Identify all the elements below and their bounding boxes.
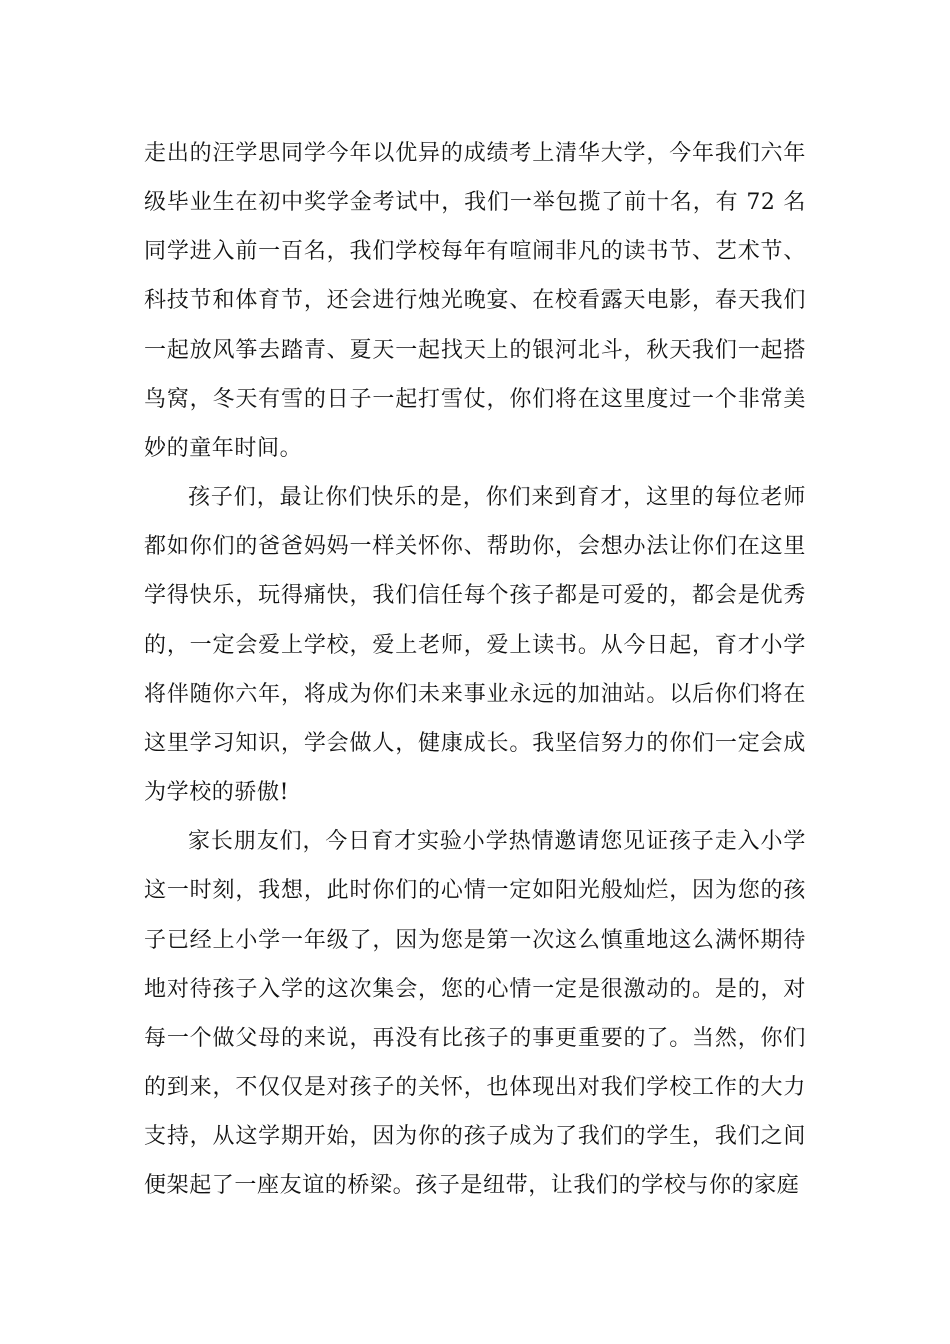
paragraph-3: 家长朋友们，今日育才实验小学热情邀请您见证孩子走入小学这一时刻，我想，此时你们的心情一定如阳光般灿烂，因为您的孩子已经上小学一年级了，因为您是第一次这么慎重地这么满怀期待地对待孩子入学的这次集会，您的心情一定是很激动的。是的，对每一个做父母的来说，再没有比孩子的事更重要的了。当然，你们的到来，不仅仅是对孩子的关怀，也体现出对我们学校工作的大力支持，从这学期开始，因为你的孩子成为了我们的学生，我们之间便架起了一座友谊的桥梁。孩子是纽带，让我们的学校与你的家庭 [144, 829, 806, 1199]
paragraph-2: 孩子们，最让你们快乐的是，你们来到育才，这里的每位老师都如你们的爸爸妈妈一样关怀你、帮助你，会想办法让你们在这里学得快乐，玩得痛快，我们信任每个孩子都是可爱的，都会是优秀的，一定会爱上学校，爱上老师，爱上读书。从今日起，育才小学将伴随你六年，将成为你们未来事业永远的加油站。以后你们将在这里学习知识，学会做人，健康成长。我坚信努力的你们一定会成为学校的骄傲! [144, 485, 806, 806]
document-body [144, 129, 806, 1210]
paragraph-1: 走出的汪学思同学今年以优异的成绩考上清华大学，今年我们六年级毕业生在初中奖学金考试中，我们一举包揽了前十名，有 72 名同学进入前一百名，我们学校每年有喧闹非凡的读书节、艺术节、科技节和体育节，还会进行烛光晚宴、在校看露天电影，春天我们一起放风筝去踏青、夏天一起找天上的银河北斗，秋天我们一起搭鸟窝，冬天有雪的日子一起打雪仗，你们将在这里度过一个非常美妙的童年时间。 [144, 141, 806, 461]
